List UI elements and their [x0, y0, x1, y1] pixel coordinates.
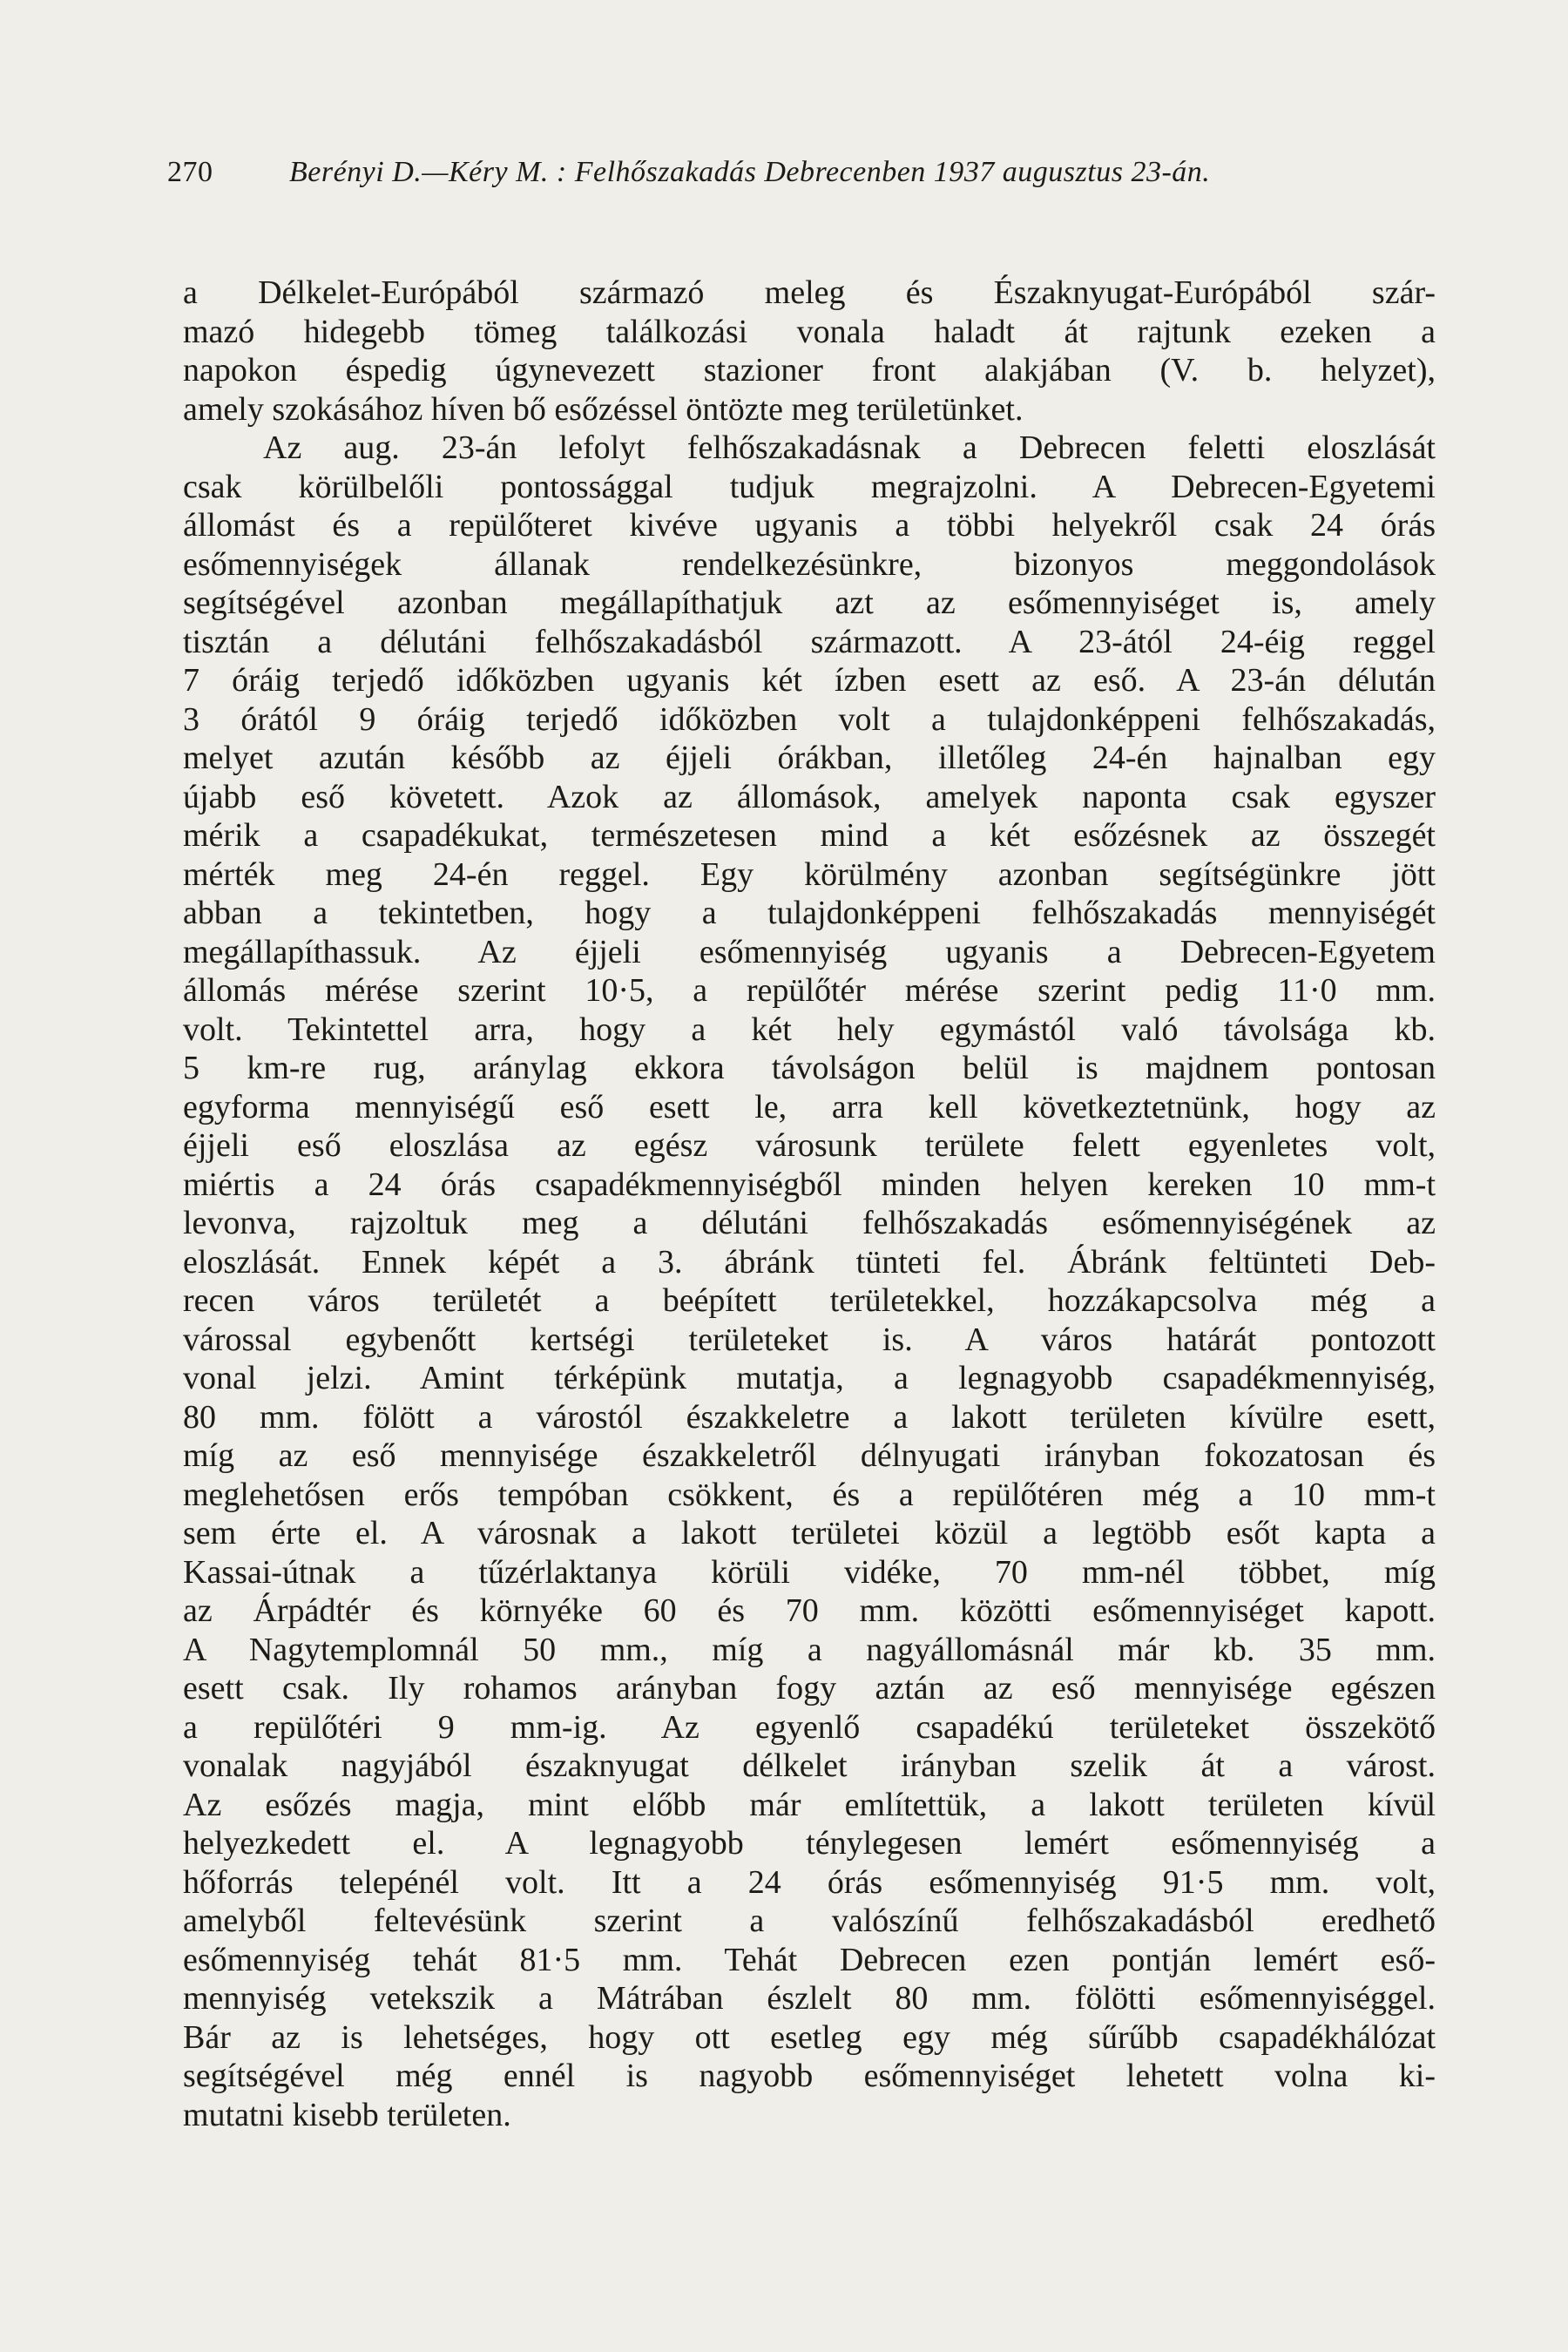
text-line: esőmennyiség tehát 81·5 mm. Tehát Debrecen ezen pontján lemért eső-: [183, 1941, 1436, 1978]
paragraph-1: [183, 274, 1436, 429]
text-line: 80 mm. fölött a várostól északkeletre a lakott területen kívülre esett,: [183, 1398, 1436, 1436]
page-number: 270: [167, 156, 213, 188]
text-line: mennyiség vetekszik a Mátrában észlelt 80 mm. fölötti esőmennyiséggel.: [183, 1980, 1436, 2017]
text-line: miértis a 24 órás csapadékmennyiségből minden helyen kereken 10 mm-t: [183, 1166, 1436, 1203]
text-line: az Árpádtér és környéke 60 és 70 mm. közötti esőmennyiséget kapott.: [183, 1592, 1436, 1629]
text-line: mazó hidegebb tömeg találkozási vonala haladt át rajtunk ezeken a: [183, 313, 1436, 350]
text-line: esett csak. Ily rohamos arányban fogy aztán az eső mennyisége egészen: [183, 1670, 1436, 1707]
text-line: melyet azután később az éjjeli órákban, illetőleg 24-én hajnalban egy: [183, 740, 1436, 776]
text-line: várossal egybenőtt kertségi területeket is. A város határát pontozott: [183, 1321, 1436, 1358]
text-line: meglehetősen erős tempóban csökkent, és a repülőtéren még a 10 mm-t: [183, 1476, 1436, 1513]
text-line: Az esőzés magja, mint előbb már említettük, a lakott területen kívül: [183, 1786, 1436, 1823]
text-line: recen város területét a beépített területekkel, hozzákapcsolva még a: [183, 1282, 1436, 1319]
text-line: mérik a csapadékukat, természetesen mind a két esőzésnek az összegét: [183, 817, 1436, 854]
text-line: mérték meg 24-én reggel. Egy körülmény azonban segítségünkre jött: [183, 855, 1436, 893]
text-line: levonva, rajzoltuk meg a délutáni felhőszakadás esőmennyiségének az: [183, 1205, 1436, 1241]
running-header: [167, 153, 1448, 192]
text-line: esőmennyiségek állanak rendelkezésünkre, bizonyos meggondolások: [183, 545, 1436, 583]
text-line: a repülőtéri 9 mm-ig. Az egyenlő csapadékú területeket összekötő: [183, 1708, 1436, 1746]
text-line: sem érte el. A városnak a lakott területei közül a legtöbb esőt kapta a: [183, 1515, 1436, 1551]
text-line: segítségével még ennél is nagyobb esőmennyiséget lehetett volna ki-: [183, 2058, 1436, 2094]
text-line: állomás mérése szerint 10·5, a repülőtér mérése szerint pedig 11·0 mm.: [183, 972, 1436, 1009]
text-line: helyezkedett el. A legnagyobb ténylegesen lemért esőmennyiség a: [183, 1825, 1436, 1862]
text-line: amely szokásához híven bő esőzéssel öntözte meg területünket.: [183, 390, 1024, 428]
text-line: 3 órától 9 óráig terjedő időközben volt a tulajdonképpeni felhőszakadás,: [183, 700, 1436, 738]
text-line: volt. Tekintettel arra, hogy a két hely egymástól való távolsága kb.: [183, 1010, 1436, 1048]
text-line: eloszlását. Ennek képét a 3. ábránk tünteti fel. Ábránk feltünteti Deb-: [183, 1243, 1436, 1281]
text-line: megállapíthassuk. Az éjjeli esőmennyiség ugyanis a Debrecen-Egyetem: [183, 933, 1436, 970]
text-line: míg az eső mennyisége északkeletről délnyugati irányban fokozatosan és: [183, 1437, 1436, 1474]
text-line: tisztán a délutáni felhőszakadásból származott. A 23-ától 24-éig reggel: [183, 623, 1436, 660]
text-line: állomást és a repülőteret kivéve ugyanis a többi helyekről csak 24 órás: [183, 507, 1436, 544]
text-line: vonalak nagyjából északnyugat délkelet irányban szelik át a várost.: [183, 1747, 1436, 1784]
paragraph-2: [183, 429, 1436, 2134]
text-line: vonal jelzi. Amint térképünk mutatja, a legnagyobb csapadékmennyiség,: [183, 1360, 1436, 1396]
text-line: Bár az is lehetséges, hogy ott esetleg egy még sűrűbb csapadékhálózat: [183, 2018, 1436, 2056]
text-line: éjjeli eső eloszlása az egész városunk területe felett egyenletes volt,: [183, 1127, 1436, 1164]
text-line: Az aug. 23-án lefolyt felhőszakadásnak a Debrecen feletti eloszlását: [263, 429, 1436, 466]
text-line: amelyből feltevésünk szerint a valószínű felhőszakadásból eredhető: [183, 1903, 1436, 1939]
text-line: A Nagytemplomnál 50 mm., míg a nagyállomásnál már kb. 35 mm.: [183, 1631, 1436, 1668]
text-line: mutatni kisebb területen.: [183, 2096, 511, 2133]
text-line: hőforrás telepénél volt. Itt a 24 órás esőmennyiség 91·5 mm. volt,: [183, 1863, 1436, 1901]
text-line: napokon éspedig úgynevezett stazioner front alakjában (V. b. helyzet),: [183, 352, 1436, 389]
text-line: újabb eső követett. Azok az állomások, amelyek naponta csak egyszer: [183, 778, 1436, 815]
text-line: egyforma mennyiségű eső esett le, arra kell következtetnünk, hogy az: [183, 1088, 1436, 1125]
text-line: csak körülbelőli pontossággal tudjuk megrajzolni. A Debrecen-Egyetemi: [183, 468, 1436, 505]
text-line: 5 km-re rug, aránylag ekkora távolságon belül is majdnem pontosan: [183, 1050, 1436, 1086]
text-line: 7 óráig terjedő időközben ugyanis két ízben esett az eső. A 23-án délután: [183, 662, 1436, 699]
text-line: a Délkelet-Európából származó meleg és Északnyugat-Európából szár-: [183, 274, 1436, 311]
text-line: Kassai-útnak a tűzérlaktanya körüli vidéke, 70 mm-nél többet, míg: [183, 1553, 1436, 1591]
body-text: [183, 274, 1436, 2134]
running-header-title: Berényi D.—Kéry M. : Felhőszakadás Debrecenben 1937 augusztus 23-án.: [289, 156, 1211, 188]
text-line: abban a tekintetben, hogy a tulajdonképpeni felhőszakadás mennyiségét: [183, 895, 1436, 931]
text-line: segítségével azonban megállapíthatjuk azt az esőmennyiséget is, amely: [183, 585, 1436, 621]
